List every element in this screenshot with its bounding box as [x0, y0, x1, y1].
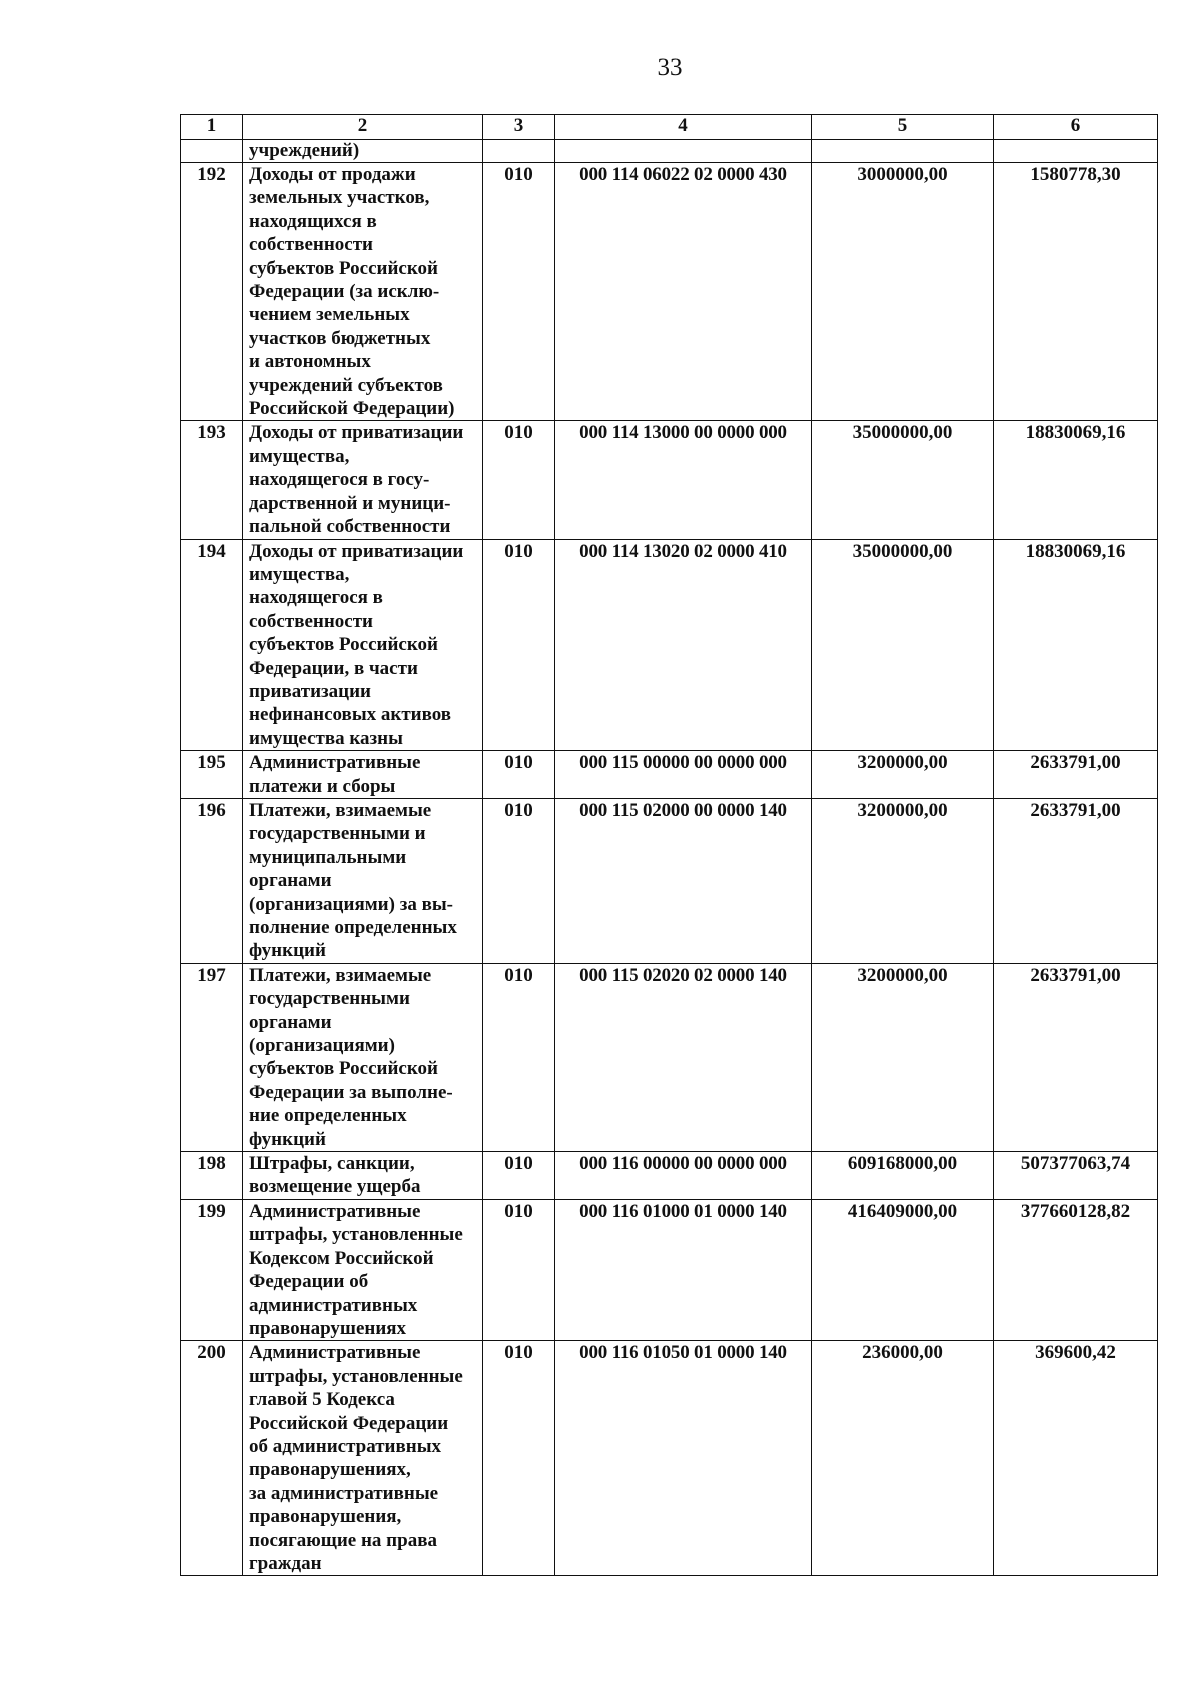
row-name: Платежи, взимаемые государственными органами (организациями) субъектов Российской Федерации за выполне- ние определенных функций [243, 963, 483, 1151]
table-row [181, 1152, 1158, 1200]
row-actual-amount: 369600,42 [994, 1341, 1158, 1576]
row-name: Административные платежи и сборы [243, 751, 483, 799]
row-name: Платежи, взимаемые государственными и муниципальными органами (организациями) за вы- полнение определенных функций [243, 798, 483, 963]
row-name: Административные штрафы, установленные Кодексом Российской Федерации об административных правонарушениях [243, 1199, 483, 1340]
row-code: 010 [483, 421, 555, 539]
row-number: 196 [181, 798, 243, 963]
row-code: 010 [483, 163, 555, 421]
revenue-table [180, 114, 1158, 1576]
row-budget-classification-code: 000 115 02000 00 0000 140 [555, 798, 812, 963]
row-budget-classification-code: 000 116 00000 00 0000 000 [555, 1152, 812, 1200]
row-number: 198 [181, 1152, 243, 1200]
table-row [181, 1199, 1158, 1340]
row-actual-amount: 2633791,00 [994, 798, 1158, 963]
row-budget-classification-code: 000 114 13020 02 0000 410 [555, 539, 812, 751]
row-code: 010 [483, 1199, 555, 1340]
row-name: Административные штрафы, установленные главой 5 Кодекса Российской Федерации об административных правонарушениях, за административные правонарушения, посягающие на права граждан [243, 1341, 483, 1576]
row-code: 010 [483, 1152, 555, 1200]
row-budget-classification-code: 000 115 02020 02 0000 140 [555, 963, 812, 1151]
table-row [181, 163, 1158, 421]
table-row [181, 751, 1158, 799]
continuation-row [181, 140, 1158, 163]
page-number: 33 [657, 54, 683, 81]
row-actual-amount: 507377063,74 [994, 1152, 1158, 1200]
row-number: 200 [181, 1341, 243, 1576]
table-row [181, 963, 1158, 1151]
row-plan-amount: 609168000,00 [812, 1152, 994, 1200]
col-header-2: 2 [243, 115, 483, 140]
row-number: 199 [181, 1199, 243, 1340]
column-number-header [181, 115, 1158, 140]
row-name: Доходы от продажи земельных участков, находящихся в собственности субъектов Российской Федерации (за исклю- чением земельных участков бюджетных и автономных учреждений субъектов Российской Федерации) [243, 163, 483, 421]
row-actual-amount: 377660128,82 [994, 1199, 1158, 1340]
row-actual-amount: 18830069,16 [994, 421, 1158, 539]
row-plan-amount: 3000000,00 [812, 163, 994, 421]
row-budget-classification-code: 000 116 01000 01 0000 140 [555, 1199, 812, 1340]
col-header-4: 4 [555, 115, 812, 140]
col-header-1: 1 [181, 115, 243, 140]
row-name: Штрафы, санкции, возмещение ущерба [243, 1152, 483, 1200]
row-number: 195 [181, 751, 243, 799]
row-name: Доходы от приватизации имущества, находящегося в собственности субъектов Российской Федерации, в части приватизации нефинансовых активов имущества казны [243, 539, 483, 751]
row-actual-amount: 2633791,00 [994, 963, 1158, 1151]
row-plan-amount: 35000000,00 [812, 421, 994, 539]
row-name: Доходы от приватизации имущества, находящегося в госу- дарственной и муници- пальной собственности [243, 421, 483, 539]
row-budget-classification-code: 000 114 13000 00 0000 000 [555, 421, 812, 539]
col-header-3: 3 [483, 115, 555, 140]
row-number: 193 [181, 421, 243, 539]
row-number: 194 [181, 539, 243, 751]
table-row [181, 1341, 1158, 1576]
row-budget-classification-code: 000 114 06022 02 0000 430 [555, 163, 812, 421]
row-plan-amount: 3200000,00 [812, 751, 994, 799]
col-header-5: 5 [812, 115, 994, 140]
row-plan-amount: 3200000,00 [812, 798, 994, 963]
row-plan-amount: 3200000,00 [812, 963, 994, 1151]
col-header-6: 6 [994, 115, 1158, 140]
row-actual-amount: 1580778,30 [994, 163, 1158, 421]
row-code: 010 [483, 751, 555, 799]
table-row [181, 539, 1158, 751]
row-number: 192 [181, 163, 243, 421]
row-plan-amount: 416409000,00 [812, 1199, 994, 1340]
row-code: 010 [483, 1341, 555, 1576]
row-plan-amount: 35000000,00 [812, 539, 994, 751]
row-number: 197 [181, 963, 243, 1151]
table-row [181, 798, 1158, 963]
row-budget-classification-code: 000 116 01050 01 0000 140 [555, 1341, 812, 1576]
row-code: 010 [483, 963, 555, 1151]
row-code: 010 [483, 539, 555, 751]
table-row [181, 421, 1158, 539]
row-actual-amount: 18830069,16 [994, 539, 1158, 751]
continuation-name: учреждений) [243, 140, 483, 163]
row-budget-classification-code: 000 115 00000 00 0000 000 [555, 751, 812, 799]
row-actual-amount: 2633791,00 [994, 751, 1158, 799]
row-code: 010 [483, 798, 555, 963]
row-plan-amount: 236000,00 [812, 1341, 994, 1576]
